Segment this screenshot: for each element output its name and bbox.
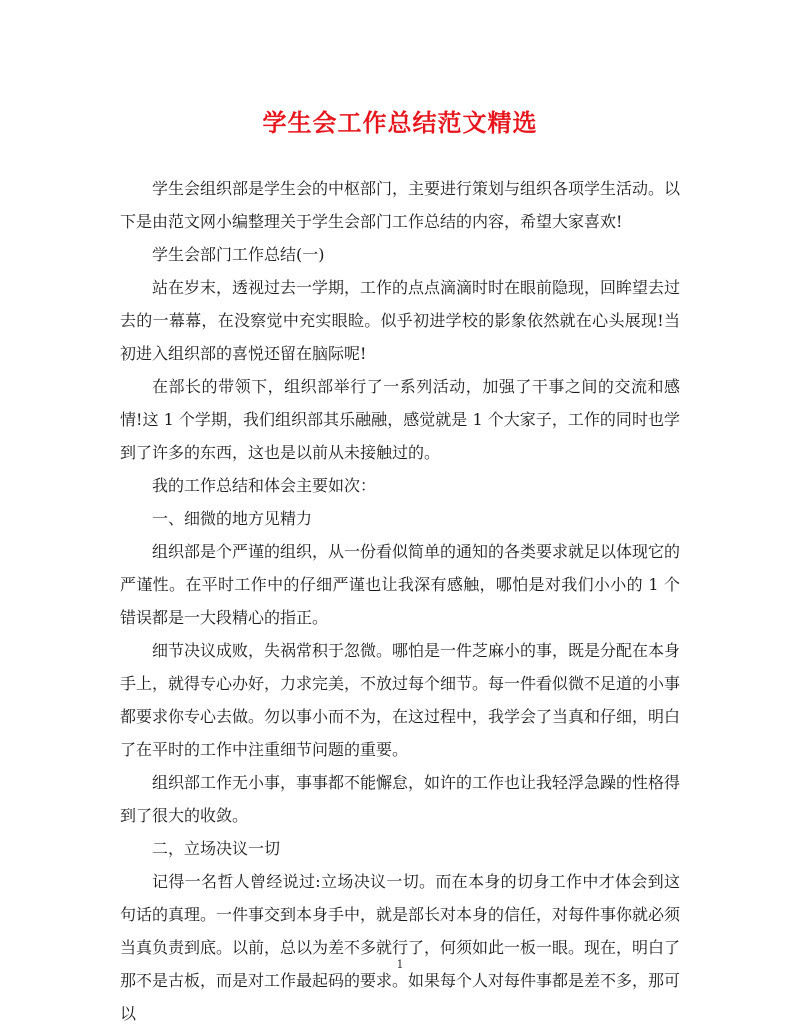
document-body — [120, 172, 680, 1030]
paragraph: 在部长的带领下，组织部举行了一系列活动，加强了干事之间的交流和感情!这 1 个学期，我们组织部其乐融融，感觉就是 1 个大家子，工作的同时也学到了许多的东西，这也是以前从未接触过的。 — [120, 377, 680, 462]
page-number: 1 — [396, 958, 404, 971]
document-title: 学生会工作总结范文精选 — [262, 108, 538, 137]
paragraph: 组织部是个严谨的组织，从一份看似简单的通知的各类要求就足以体现它的严谨性。在平时工作中的仔细严谨也让我深有感触，哪怕是对我们小小的 1 个错误都是一大段精心的指正。 — [120, 542, 681, 627]
paragraph-section-heading-1: 学生会部门工作总结(一) — [152, 245, 325, 264]
paragraph: 站在岁末，透视过去一学期，工作的点点滴滴时时在眼前隐现，回眸望去过去的一幕幕，在没察觉中充实眼睑。似乎初进学校的影象依然就在心头展现!当初进入组织部的喜悦还留在脑际呢! — [120, 278, 681, 363]
paragraph-subheading-2: 二，立场决议一切 — [152, 839, 281, 858]
paragraph: 记得一名哲人曾经说过:立场决议一切。而在本身的切身工作中才体会到这句话的真理。一件事交到本身手中，就是部长对本身的信任，对每件事你就必须当真负责到底。以前，总以为差不多就行了，何须如此一板一眼。现在，明白了那不是古板，而是对工作最起码的要求。如果每个人对每件事都是差不多，那可以 — [120, 872, 681, 1023]
paragraph-intro: 学生会组织部是学生会的中枢部门，主要进行策划与组织各项学生活动。以下是由范文网小编整理关于学生会部门工作总结的内容，希望大家喜欢! — [120, 179, 681, 231]
paragraph-subheading-1: 一、细微的地方见精力 — [152, 509, 313, 528]
paragraph: 组织部工作无小事，事事都不能懈怠，如许的工作也让我轻浮急躁的性格得到了很大的收敛。 — [120, 773, 681, 825]
paragraph: 细节决议成败，失祸常积于忽微。哪怕是一件芝麻小的事，既是分配在本身手上，就得专心办好，力求完美，不放过每个细节。每一件看似微不足道的小事都要求你专心去做。勿以事小而不为，在这过程中，我学会了当真和仔细，明白了在平时的工作中注重细节问题的重要。 — [120, 641, 681, 759]
paragraph: 我的工作总结和体会主要如次： — [152, 476, 377, 495]
